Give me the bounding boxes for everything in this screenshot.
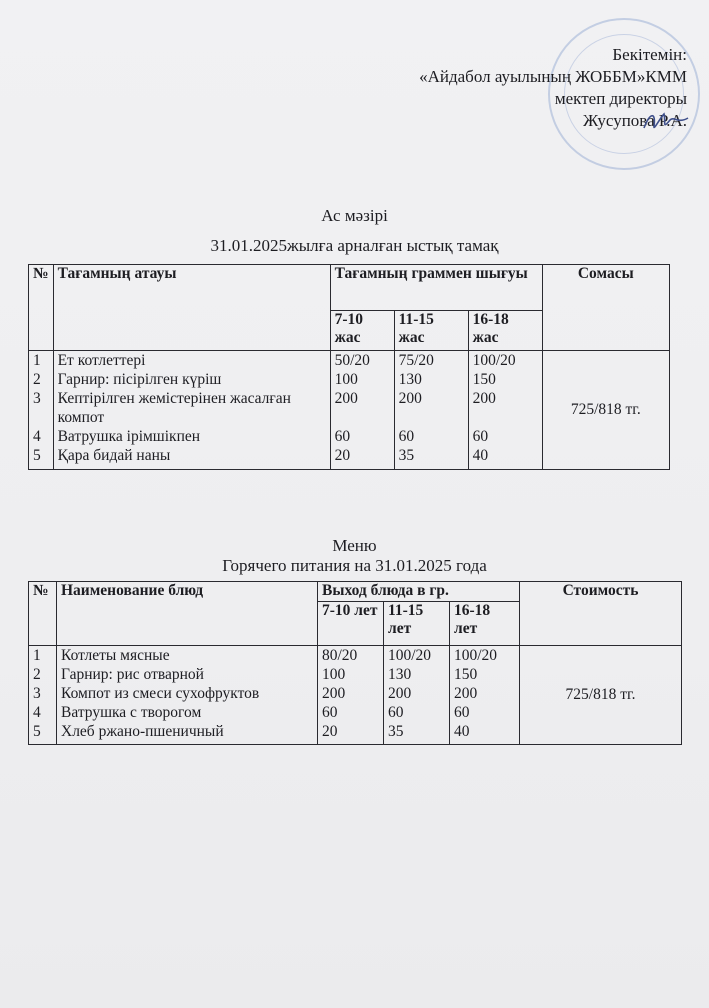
ru-header-name: Наименование блюд xyxy=(57,582,318,646)
kz-row-3-age2: 200 xyxy=(398,390,422,407)
ru-row-5-num: 5 xyxy=(33,723,41,740)
approval-line-1: Бекітемін: xyxy=(612,45,687,64)
ru-row-2-name: Гарнир: рис отварной xyxy=(61,666,204,683)
kz-row-2-age2: 130 xyxy=(398,371,422,388)
kz-header-name: Тағамның атауы xyxy=(53,265,330,351)
kz-row-5-num: 5 xyxy=(33,447,41,464)
kz-subtitle: 31.01.2025жылға арналған ыстық тамақ xyxy=(210,236,499,255)
ru-age3-column xyxy=(450,646,520,745)
ru-row-1-age3: 100/20 xyxy=(454,647,498,664)
ru-row-5-name: Хлеб ржано-пшеничный xyxy=(61,723,224,740)
signature-mark xyxy=(640,108,692,134)
kz-row-3-num: 3 xyxy=(33,390,41,407)
ru-header-age-16-18: 16-18 лет xyxy=(450,602,520,646)
kz-price: 725/818 тг. xyxy=(542,351,669,470)
ru-title: Меню xyxy=(332,536,377,555)
ru-row-1-age1: 80/20 xyxy=(322,647,358,664)
kz-row-2-num: 2 xyxy=(33,371,41,388)
kz-row-4-age3: 60 xyxy=(472,428,489,445)
ru-row-5-age1: 20 xyxy=(322,723,338,740)
kz-num-column xyxy=(29,351,54,470)
ru-row-3-num: 3 xyxy=(33,685,41,702)
kz-header-age-7-10: 7-10 жас xyxy=(330,311,394,351)
ru-row-5-age2: 35 xyxy=(388,723,404,740)
ru-header-age-7-10: 7-10 лет xyxy=(318,602,384,646)
kz-row-1-num: 1 xyxy=(33,352,41,369)
ru-header-num: № xyxy=(29,582,57,646)
kz-row-5-age2: 35 xyxy=(398,447,415,464)
ru-subtitle: Горячего питания на 31.01.2025 года xyxy=(222,556,487,575)
kz-header-num: № xyxy=(29,265,54,351)
ru-num-column xyxy=(29,646,57,745)
ru-row-2-num: 2 xyxy=(33,666,41,683)
ru-header-price: Стоимость xyxy=(520,582,682,646)
ru-row-4-age2: 60 xyxy=(388,704,404,721)
ru-row-5-age3: 40 xyxy=(454,723,470,740)
kz-age1-column xyxy=(330,351,394,470)
kz-row-4-num: 4 xyxy=(33,428,41,445)
kz-header-output: Тағамның граммен шығуы xyxy=(330,265,542,311)
ru-row-4-age3: 60 xyxy=(454,704,470,721)
ru-row-4-num: 4 xyxy=(33,704,41,721)
ru-age1-column xyxy=(318,646,384,745)
kz-menu-table xyxy=(28,264,670,470)
ru-row-3-age1: 200 xyxy=(322,685,346,702)
kz-row-1-age2: 75/20 xyxy=(398,352,434,369)
ru-row-1-age2: 100/20 xyxy=(388,647,432,664)
ru-price: 725/818 тг. xyxy=(520,646,682,745)
ru-header-age-11-15: 11-15 лет xyxy=(384,602,450,646)
kz-row-4-age1: 60 xyxy=(334,428,351,445)
ru-row-1-name: Котлеты мясные xyxy=(61,647,170,664)
kz-row-3-age3: 200 xyxy=(472,390,496,407)
kz-row-1-age1: 50/20 xyxy=(334,352,370,369)
kz-age3-column xyxy=(468,351,542,470)
ru-header-output: Выход блюда в гр. xyxy=(318,582,520,602)
kz-row-2-name: Гарнир: пісірілген күріш xyxy=(57,371,222,388)
kz-title: Ас мәзірі xyxy=(321,206,388,225)
kz-header-price: Сомасы xyxy=(542,265,669,351)
kz-row-5-name: Қара бидай наны xyxy=(57,447,171,464)
kz-row-4-age2: 60 xyxy=(398,428,415,445)
ru-row-3-age3: 200 xyxy=(454,685,478,702)
approval-line-2: «Айдабол ауылының ЖОББМ»КММ xyxy=(419,67,687,86)
kz-row-3-name: Кептірілген жемістерінен жасалған компот xyxy=(57,390,291,426)
kz-row-4-name: Ватрушка ірімшікпен xyxy=(57,428,201,445)
ru-row-2-age2: 130 xyxy=(388,666,412,683)
ru-age2-column xyxy=(384,646,450,745)
kz-row-5-age3: 40 xyxy=(472,447,489,464)
ru-row-4-age1: 60 xyxy=(322,704,338,721)
ru-row-3-name: Компот из смеси сухофруктов xyxy=(61,685,260,702)
ru-row-4-name: Ватрушка с творогом xyxy=(61,704,202,721)
kz-row-1-age3: 100/20 xyxy=(472,352,516,369)
ru-row-2-age3: 150 xyxy=(454,666,478,683)
kz-row-5-age1: 20 xyxy=(334,447,351,464)
approval-line-4: Жусупова Р.А. xyxy=(582,111,687,130)
kz-header-age-16-18: 16-18 жас xyxy=(468,311,542,351)
kz-row-1-name: Ет котлеттері xyxy=(57,352,146,369)
kz-row-2-age1: 100 xyxy=(334,371,358,388)
ru-menu-table xyxy=(28,581,682,745)
ru-name-column xyxy=(57,646,318,745)
kz-row-3-age1: 200 xyxy=(334,390,358,407)
ru-row-1-num: 1 xyxy=(33,647,41,664)
approval-line-3: мектеп директоры xyxy=(554,89,687,108)
kz-name-column xyxy=(53,351,330,470)
ru-row-2-age1: 100 xyxy=(322,666,346,683)
ru-row-3-age2: 200 xyxy=(388,685,412,702)
kz-age2-column xyxy=(394,351,468,470)
kz-row-2-age3: 150 xyxy=(472,371,496,388)
kz-header-age-11-15: 11-15 жас xyxy=(394,311,468,351)
